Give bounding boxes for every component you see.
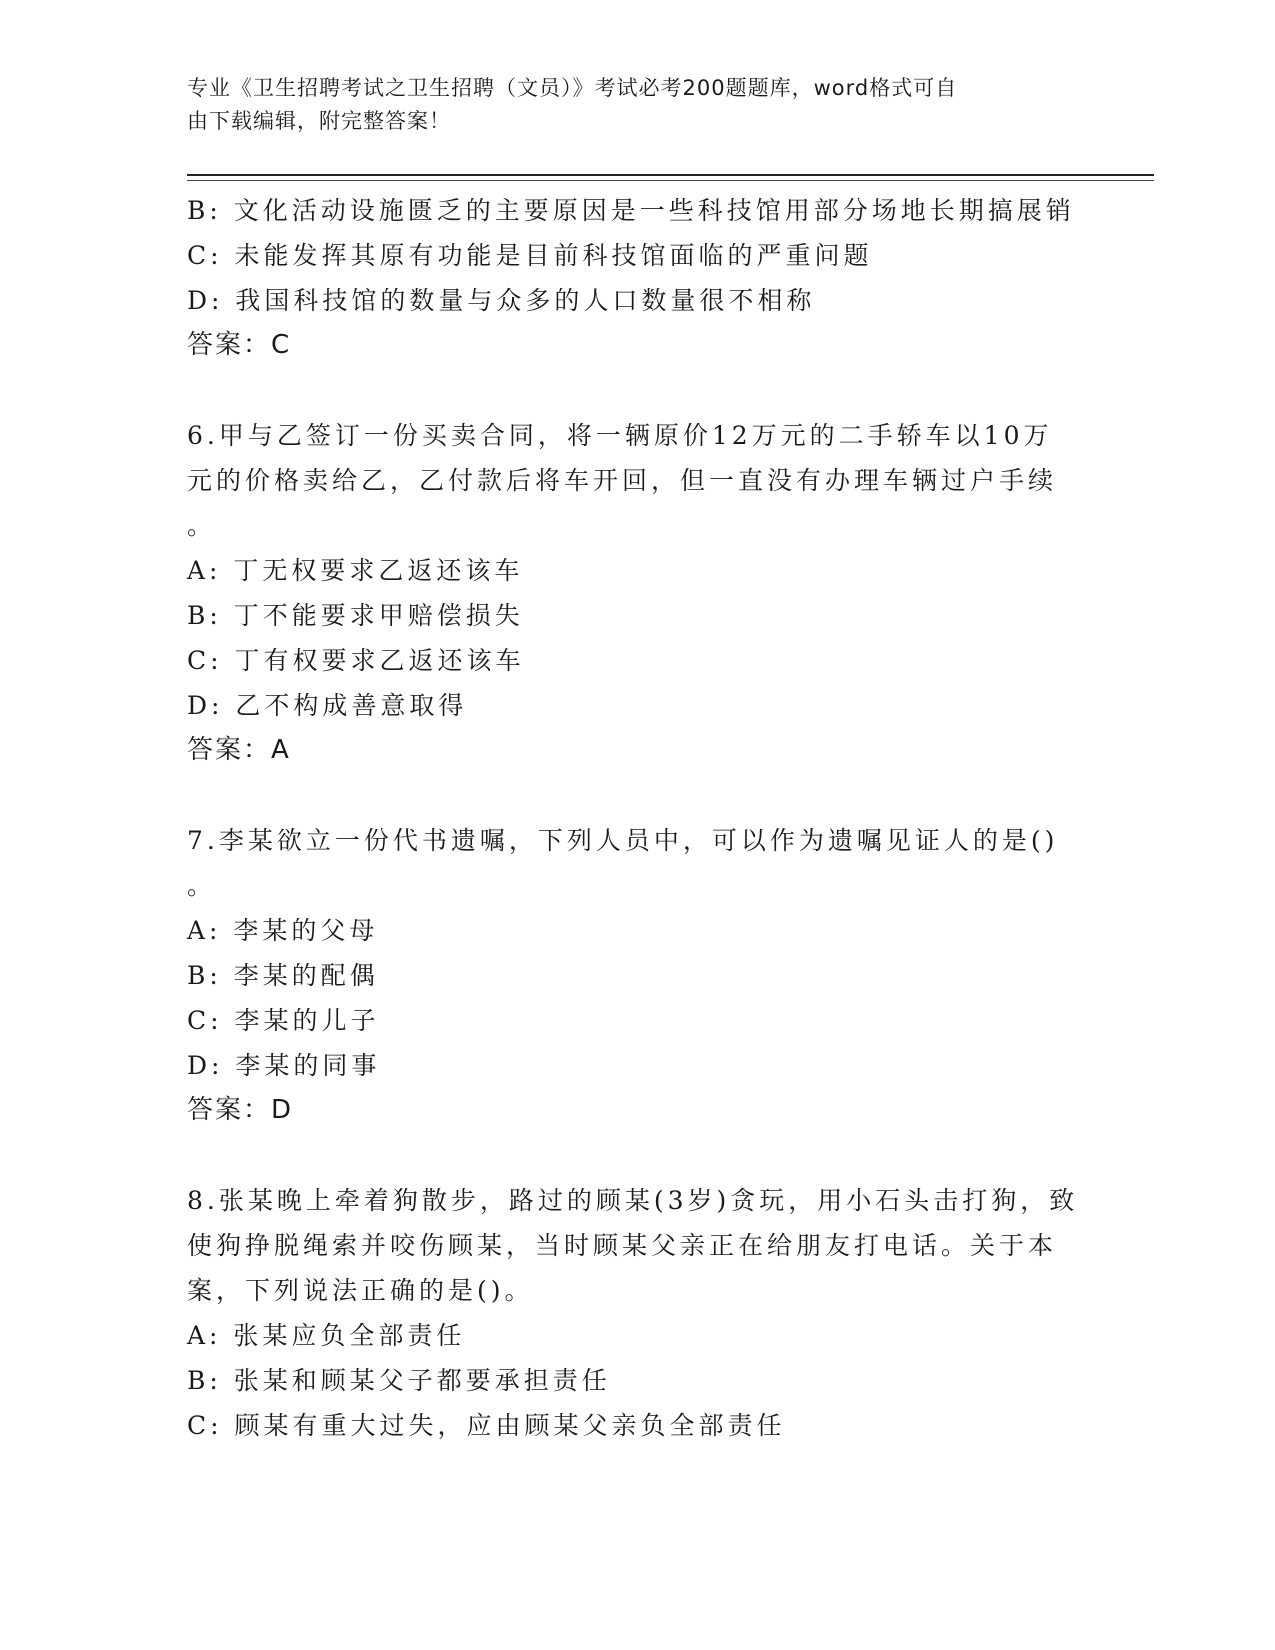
spacer bbox=[187, 1133, 1087, 1178]
answer: 答案：A bbox=[187, 735, 291, 765]
question-stem bbox=[187, 818, 1087, 908]
spacer bbox=[187, 368, 1087, 413]
question-stem bbox=[187, 413, 1087, 548]
option-b: B: 李某的配偶 bbox=[187, 961, 379, 990]
option-c: C: 丁有权要求乙返还该车 bbox=[187, 646, 525, 675]
question-list bbox=[187, 188, 1087, 1448]
question-6 bbox=[187, 413, 1087, 773]
question-stem bbox=[187, 1178, 1087, 1313]
header-divider-thick bbox=[187, 174, 1154, 176]
option-a: A: 李某的父母 bbox=[187, 916, 379, 945]
question-8 bbox=[187, 1178, 1087, 1448]
option-c: C: 未能发挥其原有功能是目前科技馆面临的严重问题 bbox=[187, 241, 873, 270]
stem-line: 元的价格卖给乙，乙付款后将车开回，但一直没有办理车辆过户手续 bbox=[187, 466, 1058, 495]
header-divider-thin bbox=[187, 180, 1154, 181]
answer: 答案：C bbox=[187, 330, 292, 360]
document-header bbox=[187, 72, 1067, 138]
option-b: B: 文化活动设施匮乏的主要原因是一些科技馆用部分场地长期搞展销 bbox=[187, 196, 1075, 225]
stem-line: 。 bbox=[187, 871, 217, 900]
option-b: B: 丁不能要求甲赔偿损失 bbox=[187, 601, 524, 630]
question-7 bbox=[187, 818, 1087, 1133]
stem-line: 使狗挣脱绳索并咬伤顾某，当时顾某父亲正在给朋友打电话。关于本 bbox=[187, 1231, 1058, 1260]
stem-line: 7.李某欲立一份代书遗嘱，下列人员中，可以作为遗嘱见证人的是() bbox=[187, 826, 1059, 855]
option-d: D: 我国科技馆的数量与众多的人口数量很不相称 bbox=[187, 286, 816, 315]
spacer bbox=[187, 773, 1087, 818]
option-b: B: 张某和顾某父子都要承担责任 bbox=[187, 1366, 611, 1395]
stem-line: 8.张某晚上牵着狗散步，路过的顾某(3岁)贪玩，用小石头击打狗，致 bbox=[187, 1186, 1079, 1215]
option-d: D: 李某的同事 bbox=[187, 1051, 381, 1080]
answer: 答案：D bbox=[187, 1095, 294, 1125]
stem-line: 6.甲与乙签订一份买卖合同，将一辆原价12万元的二手轿车以10万 bbox=[187, 421, 1053, 450]
stem-line: 。 bbox=[187, 511, 217, 540]
option-a: A: 张某应负全部责任 bbox=[187, 1321, 466, 1350]
option-d: D: 乙不构成善意取得 bbox=[187, 691, 468, 720]
option-a: A: 丁无权要求乙返还该车 bbox=[187, 556, 524, 585]
header-line-1: 专业《卫生招聘考试之卫生招聘（文员）》考试必考200题题库，word格式可自 bbox=[187, 76, 958, 100]
option-c: C: 李某的儿子 bbox=[187, 1006, 380, 1035]
stem-line: 案，下列说法正确的是()。 bbox=[187, 1276, 534, 1305]
question-5-continued bbox=[187, 188, 1087, 368]
option-c: C: 顾某有重大过失，应由顾某父亲负全部责任 bbox=[187, 1411, 786, 1440]
header-line-2: 由下载编辑，附完整答案！ bbox=[187, 109, 451, 133]
